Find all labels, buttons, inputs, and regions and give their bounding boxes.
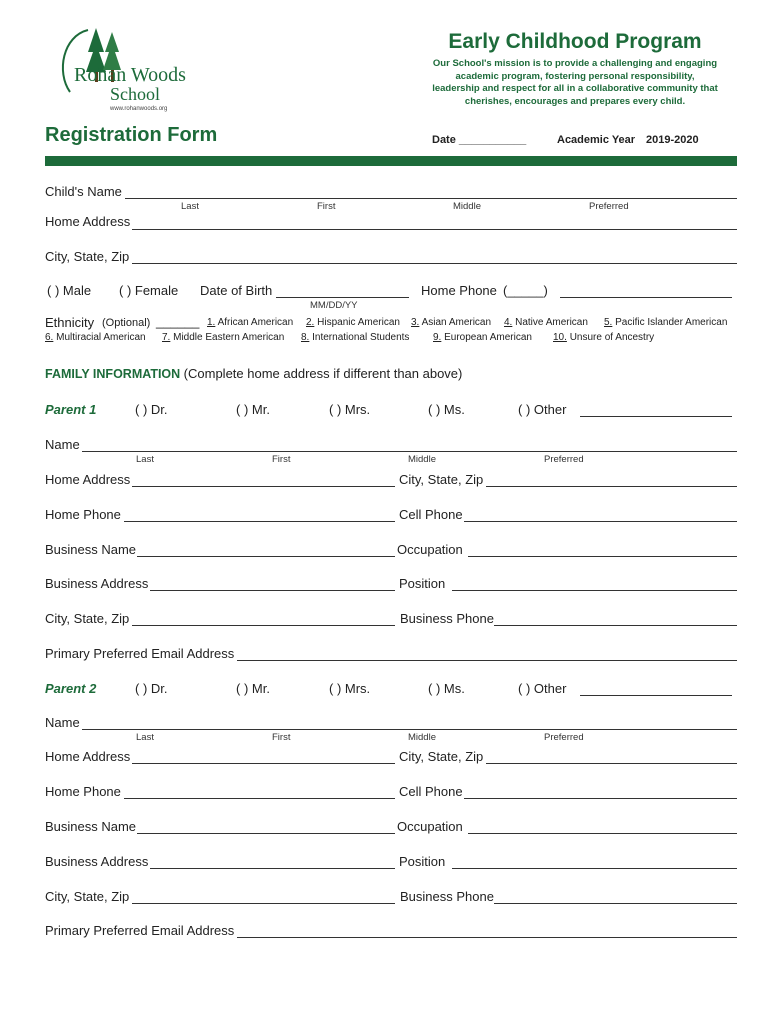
- title-dr-checkbox[interactable]: ( ) Dr.: [135, 402, 168, 417]
- ethnicity-option[interactable]: [45, 332, 146, 343]
- parent2-email-label: Primary Preferred Email Address: [45, 923, 235, 938]
- name-part-middle: Middle: [408, 454, 436, 465]
- parent1-business-phone-input[interactable]: [494, 625, 737, 626]
- parent2-position-input[interactable]: [452, 868, 737, 869]
- name-part-middle: Middle: [408, 732, 436, 743]
- child-name-input[interactable]: [125, 198, 737, 199]
- family-heading-label: FAMILY INFORMATION: [45, 367, 181, 381]
- name-part-preferred: Preferred: [544, 454, 584, 465]
- parent1-name-input[interactable]: [82, 451, 737, 452]
- parent2-occupation-input[interactable]: [468, 833, 737, 834]
- parent2-home-phone-input[interactable]: [124, 798, 395, 799]
- name-part-first: First: [272, 454, 291, 465]
- name-part-preferred: Preferred: [589, 201, 629, 212]
- parent2-name-input[interactable]: [82, 729, 737, 730]
- option-text: Native American: [515, 317, 588, 328]
- option-text: Middle Eastern American: [173, 332, 285, 343]
- logo-text-school: School: [110, 84, 161, 104]
- title-other-input[interactable]: [580, 416, 732, 417]
- parent1-cell-phone-label: Cell Phone: [399, 507, 463, 522]
- ethnicity-option[interactable]: [162, 332, 284, 343]
- option-number: 9.: [433, 332, 442, 343]
- parent2-email-input[interactable]: [237, 937, 737, 938]
- option-text: Pacific Islander American: [615, 317, 728, 328]
- parent1-business-name-label: Business Name: [45, 542, 137, 557]
- parent1-email-input[interactable]: [237, 660, 737, 661]
- family-heading: [45, 366, 462, 381]
- option-number: 8.: [301, 332, 310, 343]
- child-city-input[interactable]: [132, 263, 737, 264]
- parent1-home-address-label: Home Address: [45, 472, 131, 487]
- title-dr-checkbox[interactable]: ( ) Dr.: [135, 681, 168, 696]
- parent2-home-address-label: Home Address: [45, 749, 131, 764]
- parent1-label: Parent 1: [45, 402, 97, 417]
- dob-input[interactable]: [276, 297, 409, 298]
- parent1-city-label: City, State, Zip: [399, 472, 484, 487]
- parent1-occupation-input[interactable]: [468, 556, 737, 557]
- female-checkbox[interactable]: ( ) Female: [119, 283, 179, 298]
- ethnicity-option[interactable]: [504, 317, 588, 328]
- parent1-home-phone-input[interactable]: [124, 521, 395, 522]
- dob-format: MM/DD/YY: [310, 300, 358, 311]
- male-checkbox[interactable]: ( ) Male: [47, 283, 92, 298]
- academic-year-value: 2019-2020: [646, 134, 699, 146]
- option-text: Unsure of Ancestry: [569, 332, 655, 343]
- parent1-name-label: Name: [45, 437, 80, 452]
- name-part-preferred: Preferred: [544, 732, 584, 743]
- parent2-city-input[interactable]: [486, 763, 737, 764]
- child-city-label: City, State, Zip: [45, 249, 130, 264]
- ethnicity-option[interactable]: [306, 317, 400, 328]
- parent2-position-label: Position: [399, 854, 446, 869]
- form-title: Registration Form: [45, 124, 218, 146]
- title-ms-checkbox[interactable]: ( ) Ms.: [428, 402, 465, 417]
- title-ms-checkbox[interactable]: ( ) Ms.: [428, 681, 465, 696]
- name-part-last: Last: [136, 732, 154, 743]
- option-number: 1.: [207, 317, 216, 328]
- child-name-label: Child's Name: [45, 184, 122, 199]
- dob-label: Date of Birth: [200, 283, 273, 298]
- parent1-business-city-label: City, State, Zip: [45, 611, 130, 626]
- parent2-name-label: Name: [45, 715, 80, 730]
- ethnicity-option[interactable]: [433, 332, 532, 343]
- ethnicity-label: Ethnicity: [45, 315, 95, 330]
- title-mr-checkbox[interactable]: ( ) Mr.: [236, 681, 270, 696]
- parent1-home-address-input[interactable]: [132, 486, 395, 487]
- mission-line: academic program, fostering personal responsibility,: [455, 70, 695, 82]
- ethnicity-option[interactable]: [604, 317, 727, 328]
- option-number: 3.: [411, 317, 420, 328]
- title-mrs-checkbox[interactable]: ( ) Mrs.: [329, 681, 371, 696]
- parent1-position-input[interactable]: [452, 590, 737, 591]
- mission-line: leadership and respect for all in a collaborative community that: [432, 83, 718, 94]
- name-part-first: First: [317, 201, 336, 212]
- name-part-middle: Middle: [453, 201, 481, 212]
- parent2-business-phone-input[interactable]: [494, 903, 737, 904]
- ethnicity-option[interactable]: [411, 317, 491, 328]
- name-part-first: First: [272, 732, 291, 743]
- ethnicity-input[interactable]: ______: [156, 314, 200, 329]
- date-field[interactable]: Date ___________: [432, 134, 527, 146]
- parent1-occupation-label: Occupation: [397, 542, 463, 557]
- parent2-cell-phone-input[interactable]: [464, 798, 737, 799]
- option-number: 10.: [553, 332, 567, 343]
- parent2-business-phone-label: Business Phone: [400, 889, 494, 904]
- title-other-checkbox[interactable]: ( ) Other: [518, 681, 567, 696]
- ethnicity-option[interactable]: [553, 332, 654, 343]
- logo-text-rohanwoods: Rohan Woods: [74, 64, 186, 86]
- option-number: 7.: [162, 332, 171, 343]
- mission-statement: [420, 58, 730, 108]
- parent2-home-phone-label: Home Phone: [45, 784, 121, 799]
- parent1-cell-phone-input[interactable]: [464, 521, 737, 522]
- name-part-last: Last: [181, 201, 199, 212]
- title-other-input[interactable]: [580, 695, 732, 696]
- mission-line: Our School's mission is to provide a challenging and engaging: [432, 58, 718, 69]
- ethnicity-option[interactable]: [301, 332, 409, 343]
- parent2-business-city-label: City, State, Zip: [45, 889, 130, 904]
- home-phone-area-code[interactable]: (_____): [503, 283, 548, 298]
- option-text: International Students: [312, 332, 410, 343]
- mission-line: cherishes, encourages and prepares every child.: [464, 95, 686, 107]
- parent1-business-phone-label: Business Phone: [400, 611, 494, 626]
- parent1-business-address-label: Business Address: [45, 576, 149, 591]
- title-other-checkbox[interactable]: ( ) Other: [518, 402, 567, 417]
- parent1-home-phone-label: Home Phone: [45, 507, 121, 522]
- parent1-business-name-input[interactable]: [137, 556, 395, 557]
- home-phone-label: Home Phone: [421, 283, 497, 298]
- parent2-business-city-input[interactable]: [132, 903, 395, 904]
- option-text: Hispanic American: [317, 317, 400, 328]
- title-mr-checkbox[interactable]: ( ) Mr.: [236, 402, 270, 417]
- parent2-home-address-input[interactable]: [132, 763, 395, 764]
- family-heading-note: (Complete home address if different than above): [183, 366, 463, 381]
- option-text: Asian American: [421, 317, 492, 328]
- header-divider: [45, 156, 737, 166]
- parent2-cell-phone-label: Cell Phone: [399, 784, 463, 799]
- title-mrs-checkbox[interactable]: ( ) Mrs.: [329, 402, 371, 417]
- child-home-address-input[interactable]: [132, 229, 737, 230]
- parent2-business-name-input[interactable]: [137, 833, 395, 834]
- parent2-business-address-label: Business Address: [45, 854, 149, 869]
- program-title: Early Childhood Program: [448, 30, 702, 53]
- name-part-last: Last: [136, 454, 154, 465]
- academic-year-label: Academic Year: [557, 134, 636, 146]
- option-text: Multiracial American: [56, 332, 146, 343]
- option-number: 2.: [306, 317, 315, 328]
- parent2-business-address-input[interactable]: [150, 868, 395, 869]
- home-phone-input[interactable]: [560, 297, 732, 298]
- option-number: 6.: [45, 332, 54, 343]
- parent2-business-name-label: Business Name: [45, 819, 137, 834]
- child-home-address-label: Home Address: [45, 214, 131, 229]
- ethnicity-optional: (Optional): [102, 317, 151, 329]
- school-url: www.rohanwoods.org: [110, 106, 168, 112]
- parent2-occupation-label: Occupation: [397, 819, 463, 834]
- ethnicity-option[interactable]: [207, 317, 293, 328]
- parent1-position-label: Position: [399, 576, 446, 591]
- option-text: African American: [217, 317, 294, 328]
- option-number: 5.: [604, 317, 613, 328]
- parent2-label: Parent 2: [45, 681, 97, 696]
- parent1-business-address-input[interactable]: [150, 590, 395, 591]
- parent1-city-input[interactable]: [486, 486, 737, 487]
- parent1-business-city-input[interactable]: [132, 625, 395, 626]
- parent2-city-label: City, State, Zip: [399, 749, 484, 764]
- parent1-email-label: Primary Preferred Email Address: [45, 646, 235, 661]
- option-number: 4.: [504, 317, 513, 328]
- option-text: European American: [444, 332, 532, 343]
